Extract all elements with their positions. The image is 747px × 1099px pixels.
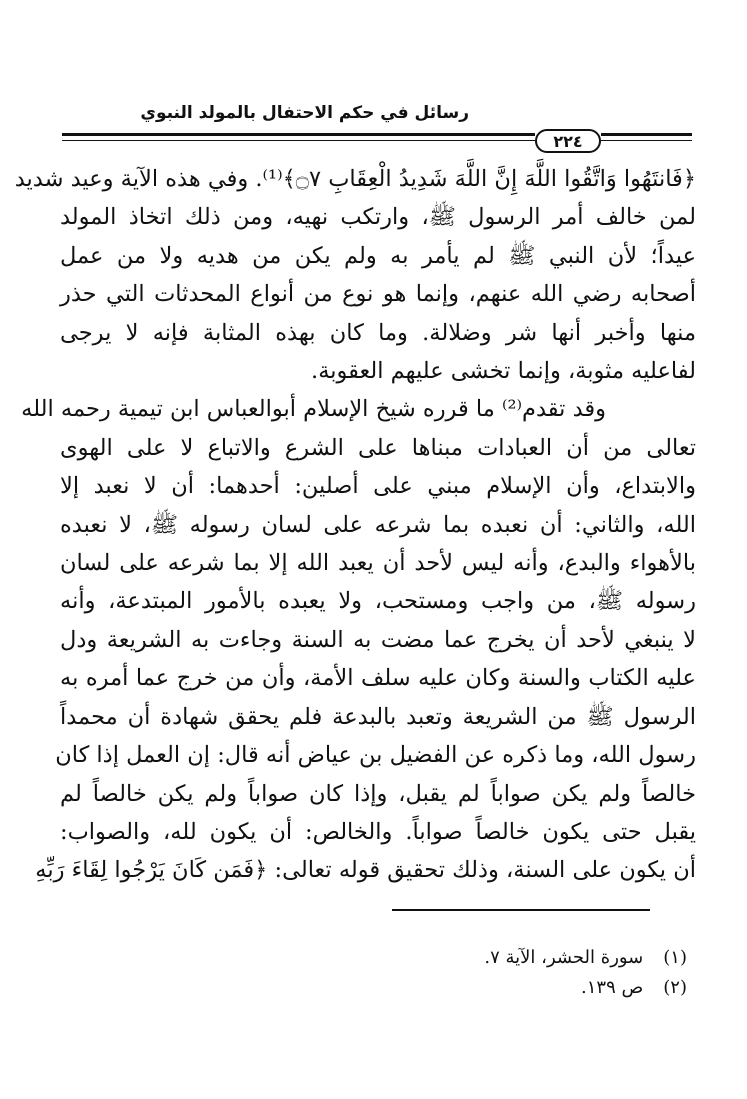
text-line: رسول الله، وما ذكره عن الفضيل بن عياض أنه قال: إن العمل إذا كان bbox=[55, 742, 696, 769]
text-line: الرسول ﷺ من الشريعة وتعبد بالبدعة فلم يحقق شهادة أن محمداً bbox=[60, 703, 696, 730]
text-line: تعالى من أن العبادات مبناها على الشرع والاتباع لا على الهوى bbox=[60, 434, 696, 461]
footnote-separator bbox=[392, 909, 650, 911]
text-line: أن يكون على السنة، وذلك تحقيق قوله تعالى: ﴿فَمَن كَانَ يَرْجُوا لِقَاءَ رَبِّهِ bbox=[35, 857, 696, 884]
footnote-number: (١) bbox=[663, 947, 687, 968]
text-line: عيداً؛ لأن النبي ﷺ لم يأمر به ولم يكن من هديه ولا من عمل bbox=[60, 242, 696, 269]
footnote-number: (٢) bbox=[663, 977, 687, 998]
text-line: بالأهواء والبدع، وأنه ليس لأحد أن يعبد الله إلا بما شرعه على لسان bbox=[60, 550, 696, 577]
header-rule-thin bbox=[62, 140, 535, 141]
footnote-text: ص ١٣٩. bbox=[581, 977, 644, 998]
text-line: منها وأخبر أنها شر وضلالة. وما كان بهذه المثابة فإنه لا يرجى bbox=[60, 319, 696, 346]
text-line: وقد تقدم⁽²⁾ ما قرره شيخ الإسلام أبوالعباس ابن تيمية رحمه الله bbox=[21, 396, 606, 423]
header-rule-thick bbox=[62, 133, 535, 136]
header-rule-right-thick bbox=[601, 133, 692, 136]
page-number-text: ٢٢٤ bbox=[553, 131, 583, 151]
text-line: لمن خالف أمر الرسول ﷺ، وارتكب نهيه، ومن ذلك اتخاذ المولد bbox=[60, 204, 696, 231]
text-line: عليه الكتاب والسنة وكان عليه سلف الأمة، وأن من خرج عما أمره به bbox=[60, 665, 696, 692]
text-line: أصحابه رضي الله عنهم، وإنما هو نوع من أنواع المحدثات التي حذر bbox=[60, 281, 696, 308]
text-line: لفاعليه مثوبة، وإنما تخشى عليهم العقوبة. bbox=[311, 358, 696, 385]
text-line: رسوله ﷺ، من واجب ومستحب، ولا يعبده بالأمور المبتدعة، وأنه bbox=[60, 588, 696, 615]
footnote-text: سورة الحشر، الآية ٧. bbox=[484, 947, 644, 968]
header-rule-right-thin bbox=[601, 140, 692, 141]
text-line: يقبل حتى يكون خالصاً صواباً. والخالص: أن يكون لله، والصواب: bbox=[60, 818, 696, 845]
running-header-title: رسائل في حكم الاحتفال بالمولد النبوي bbox=[140, 103, 469, 123]
text-line: لا ينبغي لأحد أن يخرج عما مضت به السنة وجاءت به الشريعة ودل bbox=[60, 626, 696, 653]
footnote-item bbox=[484, 943, 687, 973]
text-line: الله، والثاني: أن نعبده بما شرعه على لسان رسوله ﷺ، لا نعبده bbox=[60, 511, 696, 538]
footnotes bbox=[484, 943, 687, 1003]
text-line: ﴿فَانتَهُوا وَاتَّقُوا اللَّهَ إِنَّ اللَّهَ شَدِيدُ الْعِقَابِ ۝٧﴾⁽¹⁾. وفي هذه الآية وعيد شديد bbox=[14, 166, 696, 192]
main-text bbox=[14, 160, 696, 890]
footnote-item bbox=[484, 973, 687, 1003]
text-line: والابتداع، وأن الإسلام مبني على أصلين: أحدهما: أن لا نعبد إلا bbox=[60, 473, 696, 500]
text-line: خالصاً ولم يكن صواباً لم يقبل، وإذا كان صواباً ولم يكن خالصاً لم bbox=[60, 780, 696, 807]
page-number bbox=[535, 129, 601, 153]
